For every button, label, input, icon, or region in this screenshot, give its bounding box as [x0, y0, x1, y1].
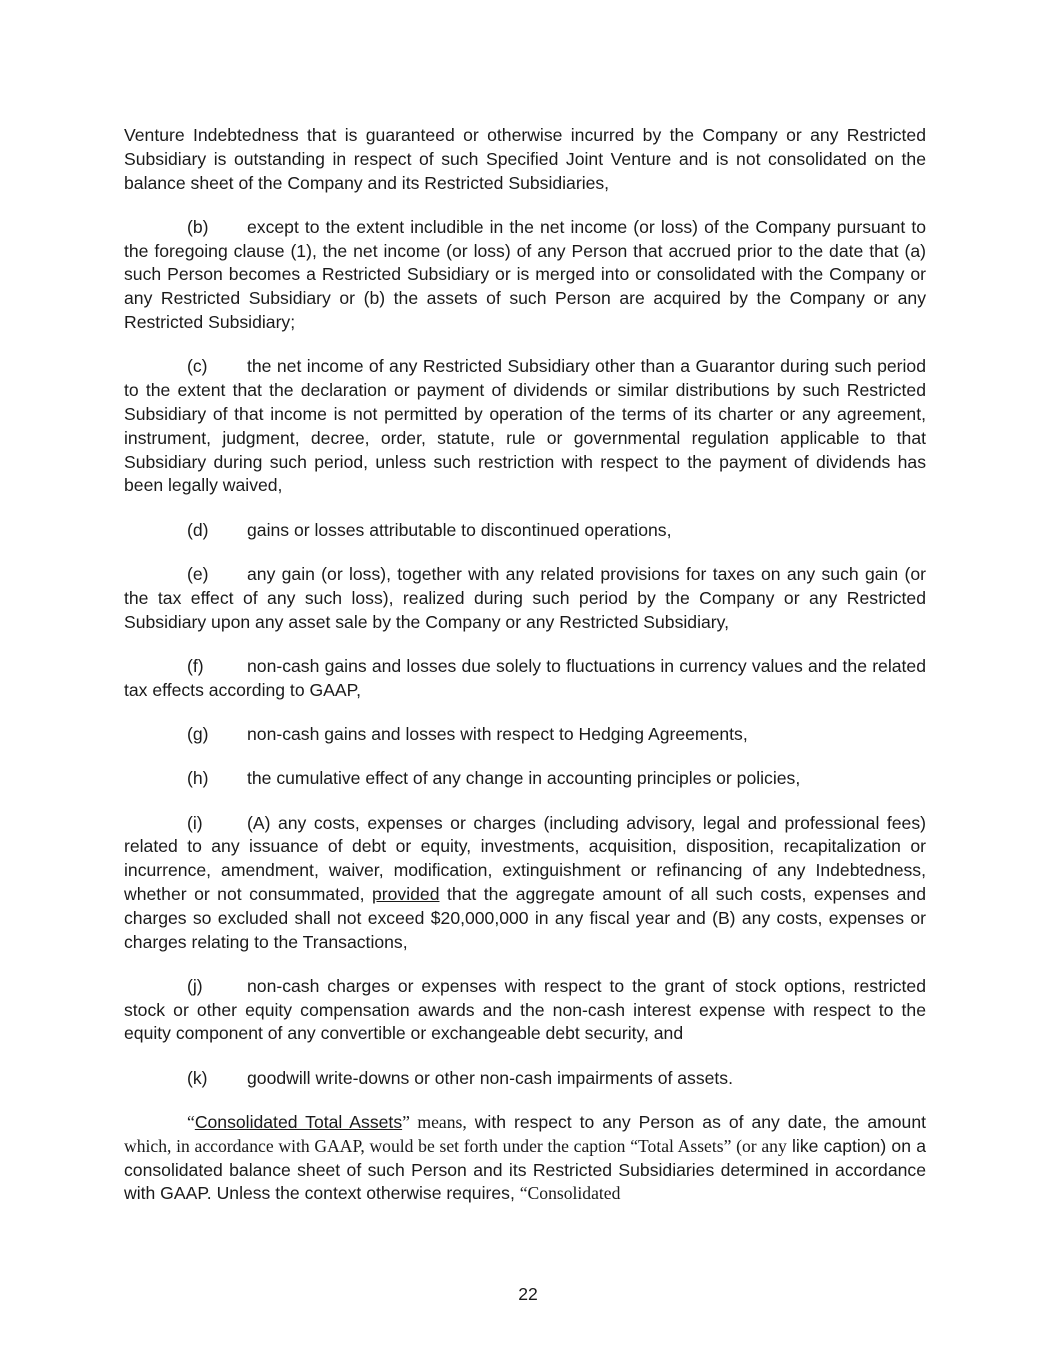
- open-quote: “: [187, 1112, 195, 1132]
- clause-j: [124, 975, 926, 1046]
- definition-text: with respect to any Person as of any date, the amount: [466, 1112, 927, 1132]
- definition-text: like caption) on a consolidated balance sheet of such Person and its Restricted Subsidiaries determined in accordance with GAAP. Unless the context otherwise requires,: [124, 1135, 926, 1204]
- clause-label: (c): [187, 356, 208, 377]
- clause-label: (f): [187, 655, 204, 676]
- document-page: [124, 124, 926, 1227]
- clause-label: (i): [187, 812, 203, 833]
- clause-text: goodwill write-downs or other non-cash impairments of assets.: [247, 1067, 733, 1088]
- clause-g: [124, 723, 926, 747]
- clause-text: any gain (or loss), together with any related provisions for taxes on any such gain (or the tax effect of any such loss), realized during such period by the Company or any Restricted Subsidiary upon any asset sale by the Company or any Restricted Subsidiary,: [124, 563, 926, 632]
- clause-f: [124, 655, 926, 703]
- clause-e: [124, 563, 926, 634]
- clause-label: (h): [187, 768, 209, 789]
- clause-label: (d): [187, 519, 209, 540]
- means-text: ” means,: [402, 1112, 467, 1132]
- definition-consolidated-total-assets: [124, 1111, 926, 1206]
- defined-term: Consolidated Total Assets: [194, 1112, 403, 1132]
- clause-label: (e): [187, 563, 209, 584]
- clause-text: non-cash gains and losses due solely to fluctuations in currency values and the related tax effects according to GAAP,: [124, 655, 926, 700]
- clause-text: the net income of any Restricted Subsidiary other than a Guarantor during such period to the extent that the declaration or payment of dividends or similar distributions by such Restricted Subsidiary of that income is not permitted by operation of the terms of its charter or any agreement, instrument, judgment, decree, order, statute, rule or governmental regulation applicable to that Subsidiary during such period, unless such restriction with respect to the payment of dividends has been legally waived,: [124, 356, 926, 496]
- clause-text: that the aggregate amount of all such costs, expenses and charges so excluded shall not exceed $20,000,000 in any fiscal year and (B) any costs, expenses or charges relating to the Transactions,: [124, 883, 927, 952]
- clause-label: (g): [187, 723, 209, 744]
- provided-term: provided: [371, 883, 440, 904]
- clause-h: [124, 767, 926, 791]
- clause-label: (k): [187, 1067, 208, 1088]
- page-number: 22: [518, 1284, 538, 1304]
- definition-text-serif: which, in accordance with GAAP, would be set forth under the caption “Total Assets” (or any: [124, 1135, 787, 1156]
- clause-text: the cumulative effect of any change in accounting principles or policies,: [247, 768, 801, 789]
- clause-b: [124, 216, 926, 335]
- clause-i: [124, 812, 926, 955]
- clause-k: [124, 1067, 926, 1091]
- clause-text: except to the extent includible in the net income (or loss) of the Company pursuant to the foregoing clause (1), the net income (or loss) of any Person that accrued prior to the date that (a) such Person becomes a Restricted Subsidiary or is merged into or consolidated with the Company or any Restricted Subsidiary or (b) the assets of such Person are acquired by the Company or any Restricted Subsidiary;: [124, 216, 926, 333]
- clause-text: non-cash gains and losses with respect to Hedging Agreements,: [247, 723, 748, 744]
- definition-text-serif: “Consolidated: [519, 1183, 621, 1204]
- clause-label: (b): [187, 216, 209, 237]
- clause-text: gains or losses attributable to discontinued operations,: [247, 519, 672, 540]
- clause-label: (j): [187, 975, 203, 996]
- clause-d: [124, 519, 926, 543]
- clause-text: non-cash charges or expenses with respect to the grant of stock options, restricted stock or other equity compensation awards and the non-cash interest expense with respect to the equity component of any convertible or exchangeable debt security, and: [124, 975, 926, 1044]
- clause-text: (A) any costs, expenses or charges (including advisory, legal and professional fees) related to any issuance of debt or equity, investments, acquisition, disposition, recapitalization or incurrence, amendment, waiver, modification, extinguishment or refinancing of any Indebtedness, whether or not consummated,: [124, 812, 926, 904]
- clause-c: [124, 355, 926, 498]
- continuation-paragraph: Venture Indebtedness that is guaranteed or otherwise incurred by the Company or any Restricted Subsidiary is outstanding in respect of such Specified Joint Venture and is not consolidated on the balance sheet of the Company and its Restricted Subsidiaries,: [124, 125, 926, 193]
